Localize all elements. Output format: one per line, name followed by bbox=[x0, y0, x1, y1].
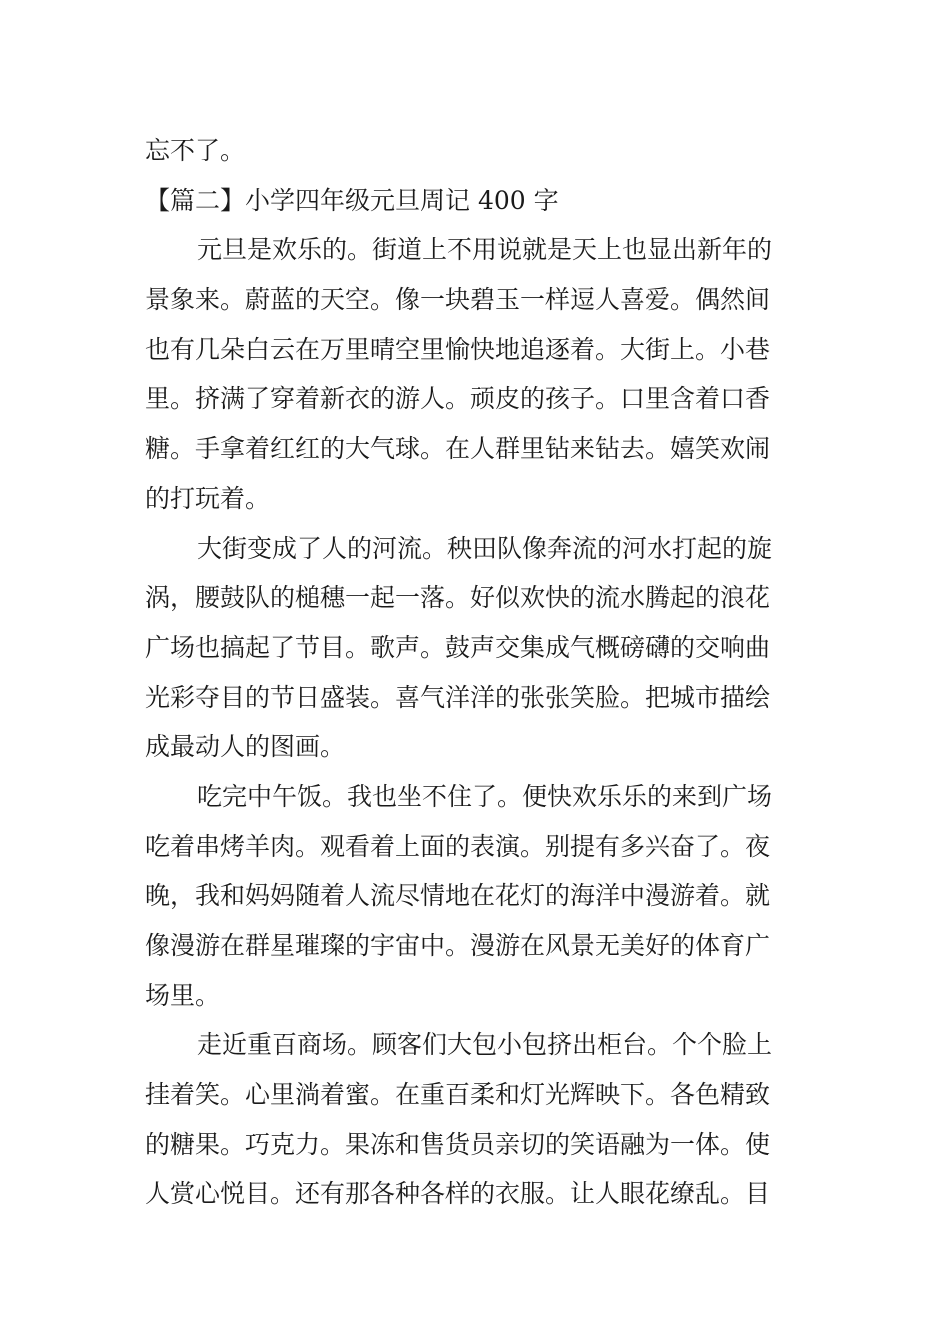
text-line: 广场也搞起了节目。歌声。鼓声交集成气概磅礴的交响曲 bbox=[145, 632, 771, 662]
text-line: 涡，腰鼓队的槌穗一起一落。好似欢快的流水腾起的浪花 bbox=[145, 583, 771, 613]
text-line: 晚，我和妈妈随着人流尽情地在花灯的海洋中漫游着。就 bbox=[145, 881, 771, 911]
text-line: 里。挤满了穿着新衣的游人。顽皮的孩子。口里含着口香 bbox=[145, 384, 771, 414]
text-line: 的糖果。巧克力。果冻和售货员亲切的笑语融为一体。使 bbox=[145, 1129, 771, 1159]
text-line: 景象来。蔚蓝的天空。像一块碧玉一样逗人喜爱。偶然间 bbox=[145, 285, 771, 315]
text-line: 糖。手拿着红红的大气球。在人群里钻来钻去。嬉笑欢闹 bbox=[145, 434, 771, 464]
paragraph-first-line: 大街变成了人的河流。秧田队像奔流的河水打起的旋 bbox=[197, 533, 773, 563]
text-line: 人赏心悦目。还有那各种各样的衣服。让人眼花缭乱。目 bbox=[145, 1179, 771, 1209]
text-line: 成最动人的图画。 bbox=[145, 732, 346, 762]
paragraph-first-line: 元旦是欢乐的。街道上不用说就是天上也显出新年的 bbox=[197, 235, 773, 265]
paragraph-first-line: 吃完中午饭。我也坐不住了。便快欢乐乐的来到广场 bbox=[197, 781, 773, 811]
text-line: 光彩夺目的节日盛装。喜气洋洋的张张笑脸。把城市描绘 bbox=[145, 682, 771, 712]
document-body bbox=[145, 126, 810, 1219]
text-line: 忘不了。 bbox=[145, 136, 246, 165]
text-line: 挂着笑。心里淌着蜜。在重百柔和灯光辉映下。各色精致 bbox=[145, 1080, 771, 1110]
text-line: 吃着串烤羊肉。观看着上面的表演。别提有多兴奋了。夜 bbox=[145, 831, 771, 861]
text-line: 场里。 bbox=[145, 980, 221, 1010]
text-line: 也有几朵白云在万里晴空里愉快地追逐着。大街上。小巷 bbox=[145, 334, 771, 364]
text-line: 的打玩着。 bbox=[145, 483, 271, 513]
section-heading: 【篇二】小学四年级元旦周记 400 字 bbox=[145, 185, 559, 215]
text-line: 像漫游在群星璀璨的宇宙中。漫游在风景无美好的体育广 bbox=[145, 931, 771, 960]
paragraph-first-line: 走近重百商场。顾客们大包小包挤出柜台。个个脸上 bbox=[197, 1030, 773, 1060]
